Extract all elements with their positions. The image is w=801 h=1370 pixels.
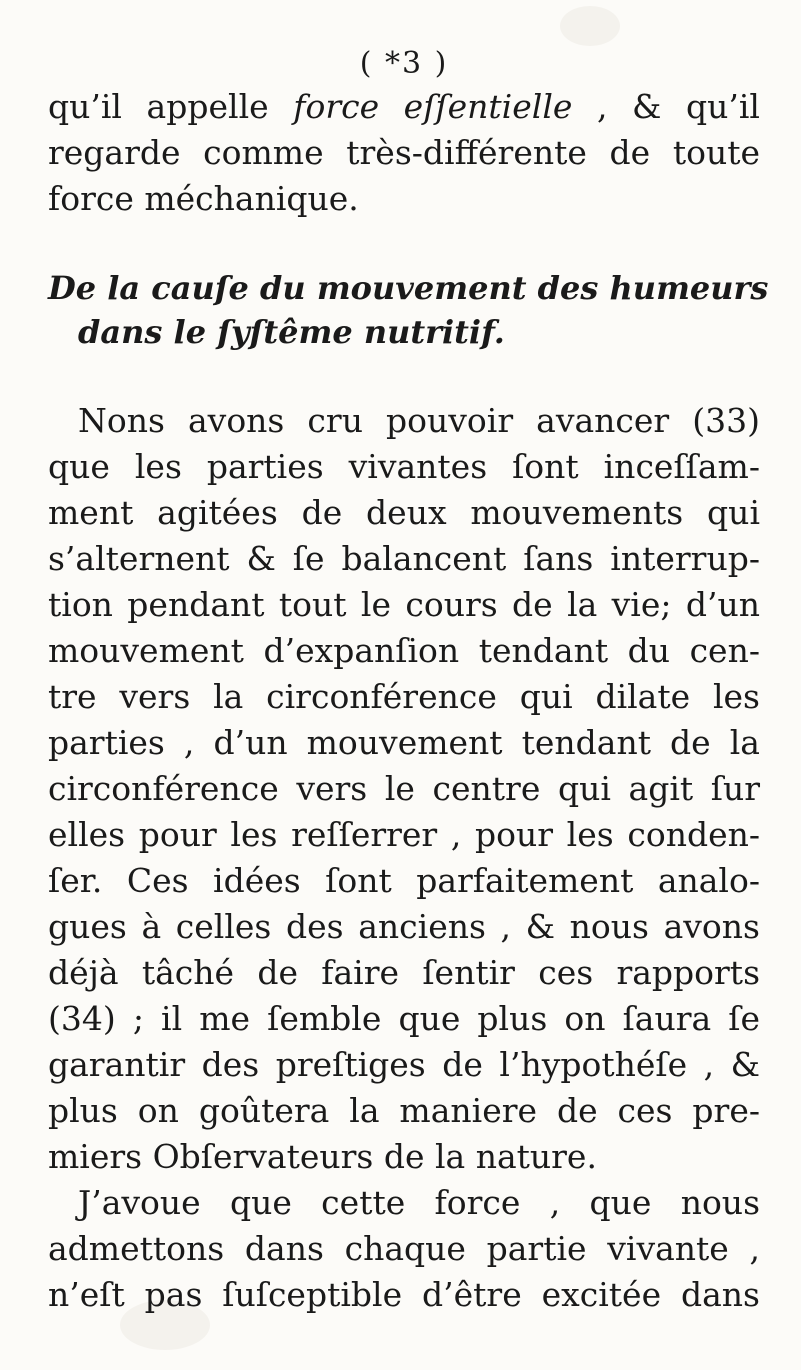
section-heading: dans le ſyſtême nutritif. (78, 313, 505, 351)
text-line: qu’il appelle force eſſentielle , & qu’il (48, 87, 760, 126)
text-line: parties , d’un mouvement tendant de la (48, 723, 760, 762)
text-line: tre vers la circonférence qui dilate les (48, 677, 760, 716)
text-line: elles pour les reſſerrer , pour les conden- (48, 815, 760, 854)
text-line: ſer. Ces idées ſont parfaitement analo- (48, 861, 760, 900)
text-line: Nons avons cru pouvoir avancer (33) (78, 401, 760, 440)
text-line: que les parties vivantes ſont inceſſam- (48, 447, 760, 486)
text-line: force méchanique. (48, 179, 359, 218)
text-line: tion pendant tout le cours de la vie; d’un (48, 585, 760, 624)
text-line: mouvement d’expanſion tendant du cen- (48, 631, 760, 670)
text-line: déjà tâché de faire ſentir ces rapports (48, 953, 760, 992)
page-text (48, 46, 769, 1318)
text-line: regarde comme très-différente de toute (48, 133, 760, 172)
text-line: admettons dans chaque partie vivante , (48, 1229, 760, 1268)
text-line: ment agitées de deux mouvements qui (48, 493, 760, 532)
text-line: plus on goûtera la maniere de ces pre- (48, 1091, 760, 1130)
text-line: n’eſt pas ſuſceptible d’être excitée dans (48, 1275, 760, 1314)
text-line: J’avoue que cette force , que nous (78, 1183, 760, 1222)
text-line: circonférence vers le centre qui agit ſur (48, 769, 760, 808)
section-heading: De la cauſe du mouvement des humeurs (48, 269, 769, 307)
text-line: miers Obſervateurs de la nature. (48, 1137, 597, 1176)
paper-stain (560, 6, 620, 46)
emphasis-term: force eſſentielle (293, 87, 573, 126)
text-line: garantir des preſtiges de l’hypothéſe , & (48, 1045, 760, 1084)
page-number: ( *3 ) (359, 46, 449, 81)
text-line: (34) ; il me ſemble que plus on ſaura ſe (48, 999, 760, 1038)
text-line: gues à celles des anciens , & nous avons (48, 907, 760, 946)
text-line: s’alternent & ſe balancent ſans interrup- (48, 539, 760, 578)
